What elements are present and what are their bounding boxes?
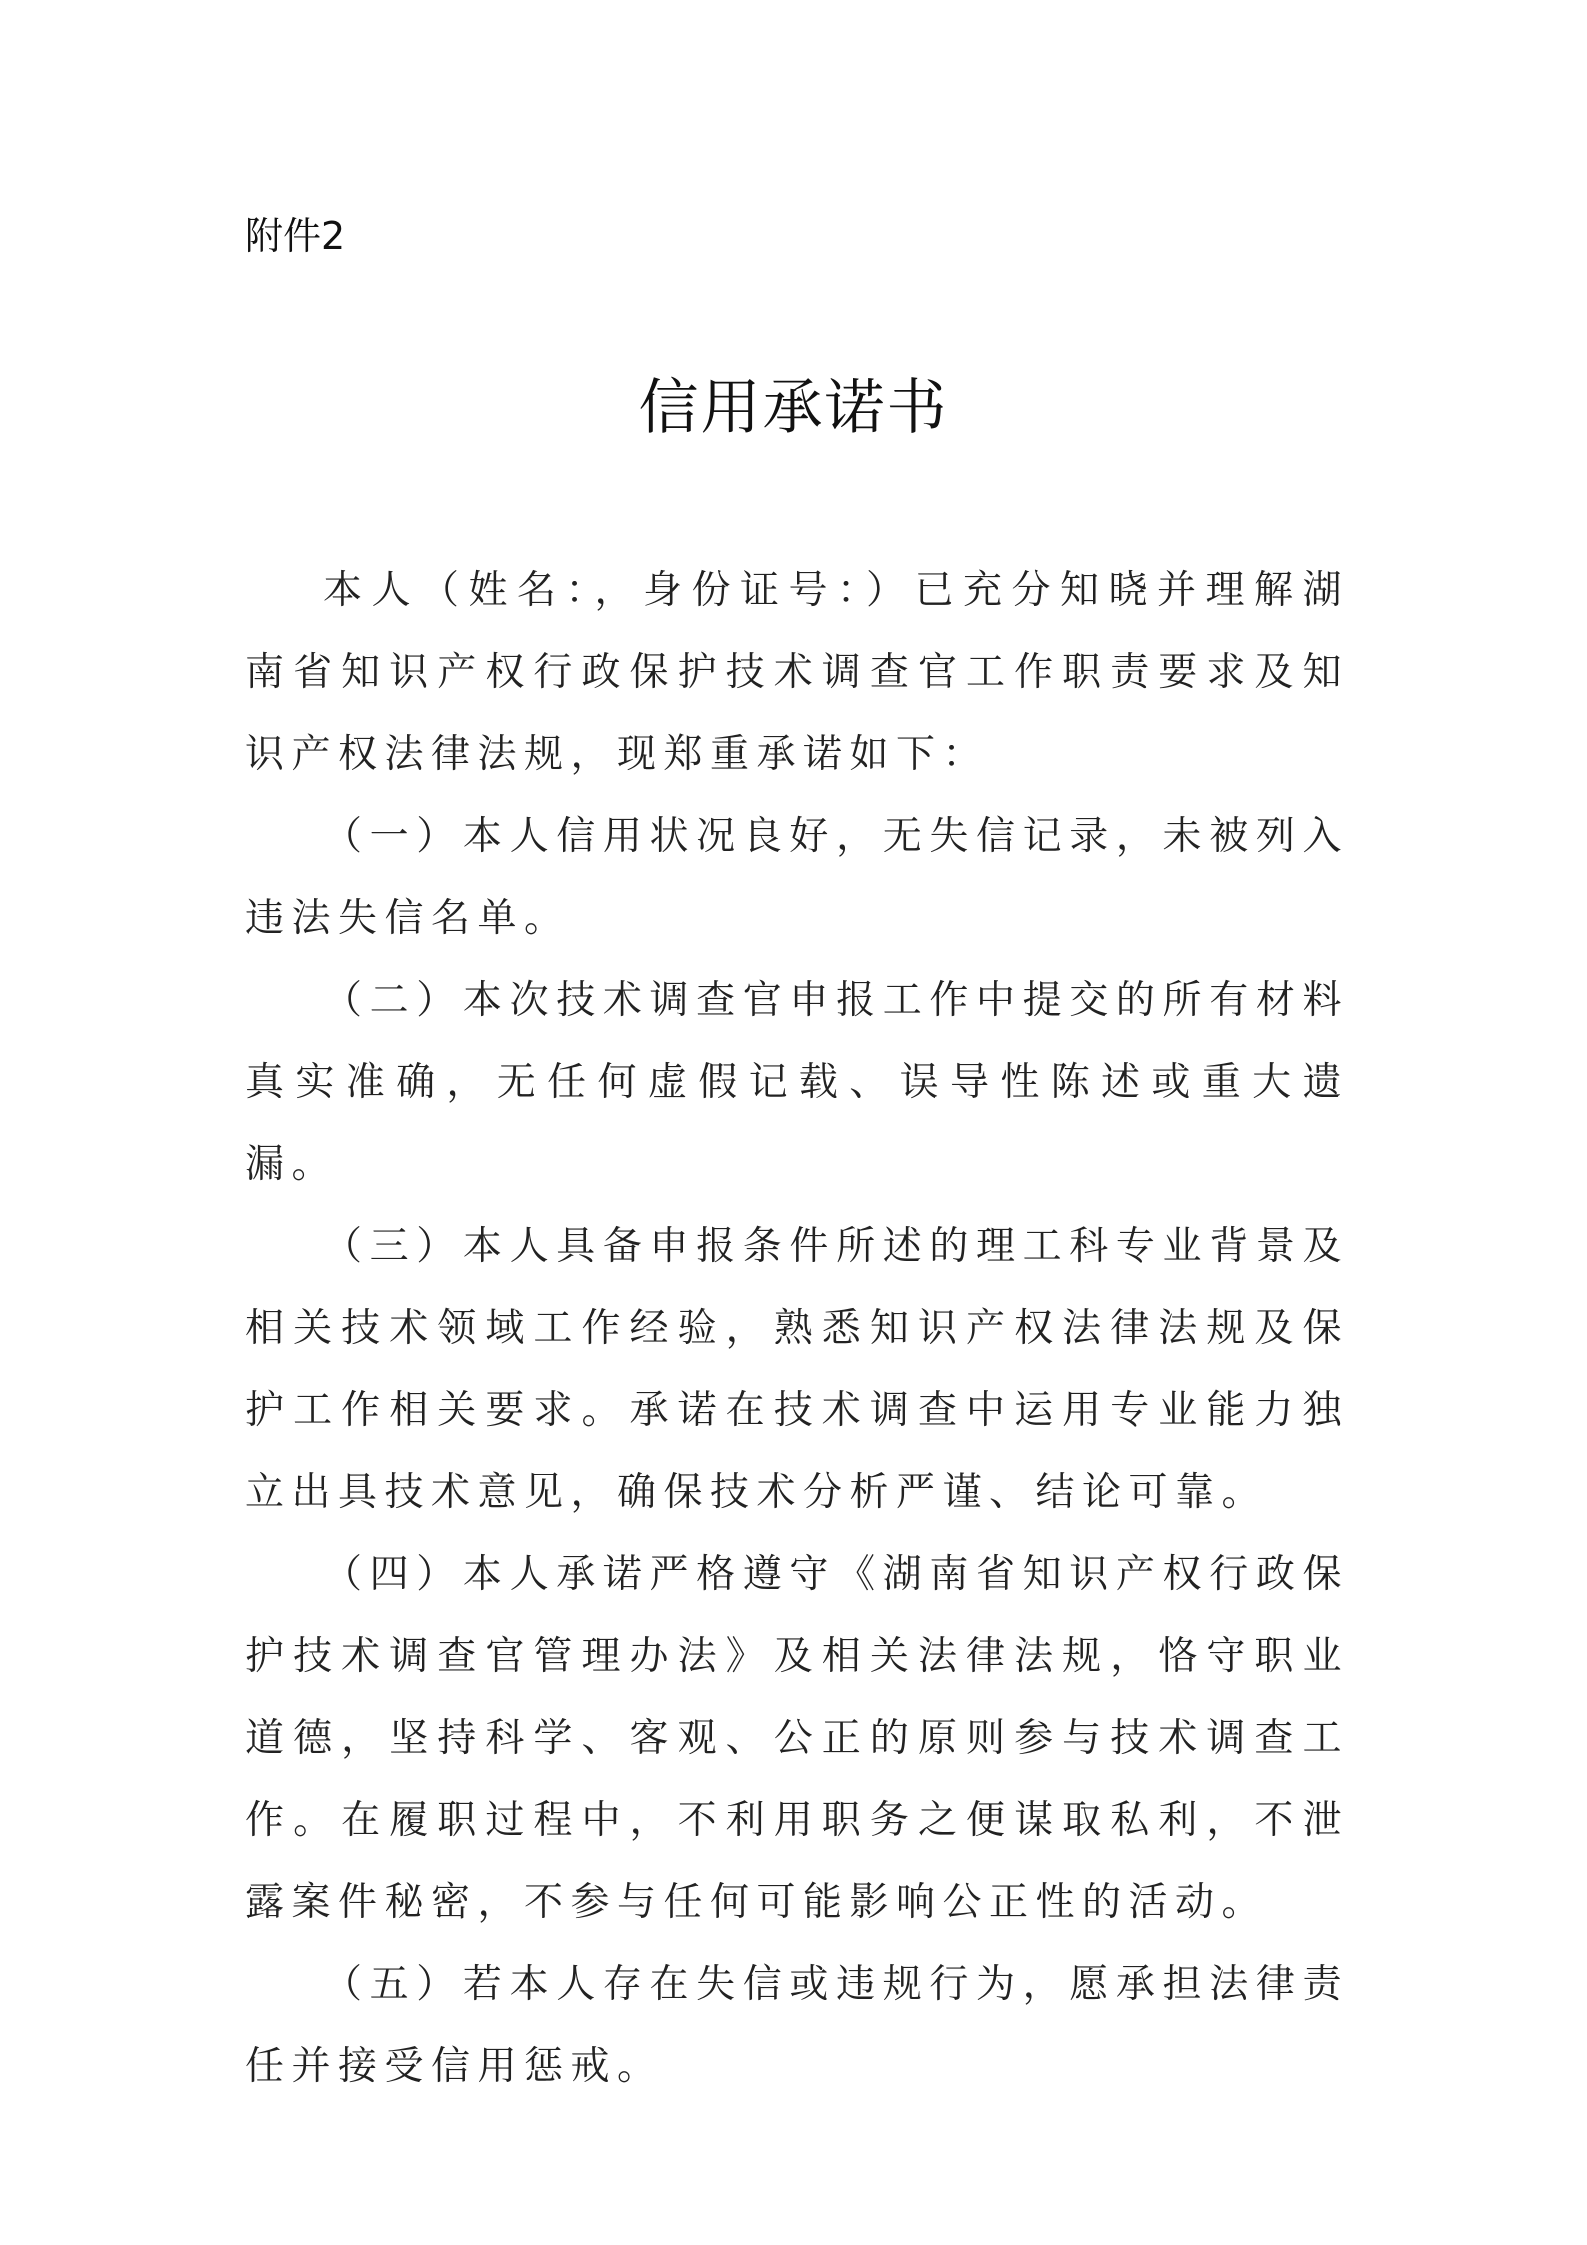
commitment-item-1: （一）本人信用状况良好，无失信记录，未被列入违法失信名单。: [245, 814, 1349, 941]
commitment-item-5: （五）若本人存在失信或违规行为，愿承担法律责任并接受信用惩戒。: [245, 1962, 1349, 2089]
commitment-item-4: （四）本人承诺严格遵守《湖南省知识产权行政保护技术调查官管理办法》及相关法律法规，恪守职业道德，坚持科学、客观、公正的原则参与技术调查工作。在履职过程中，不利用职务之便谋取私利，不泄露案件秘密，不参与任何可能影响公正性的活动。: [245, 1552, 1349, 1925]
commitment-item-2: （二）本次技术调查官申报工作中提交的所有材料真实准确，无任何虚假记载、误导性陈述或重大遗漏。: [245, 978, 1349, 1187]
intro-paragraph: 本人（姓名：，身份证号：）已充分知晓并理解湖南省知识产权行政保护技术调查官工作职责要求及知识产权法律法规，现郑重承诺如下：: [245, 568, 1349, 777]
document-title: 信用承诺书: [638, 373, 949, 443]
attachment-label: 附件2: [245, 214, 346, 258]
document-body: [245, 550, 1349, 2108]
commitment-item-3: （三）本人具备申报条件所述的理工科专业背景及相关技术领域工作经验，熟悉知识产权法律法规及保护工作相关要求。承诺在技术调查中运用专业能力独立出具技术意见，确保技术分析严谨、结论可靠。: [245, 1224, 1349, 1515]
